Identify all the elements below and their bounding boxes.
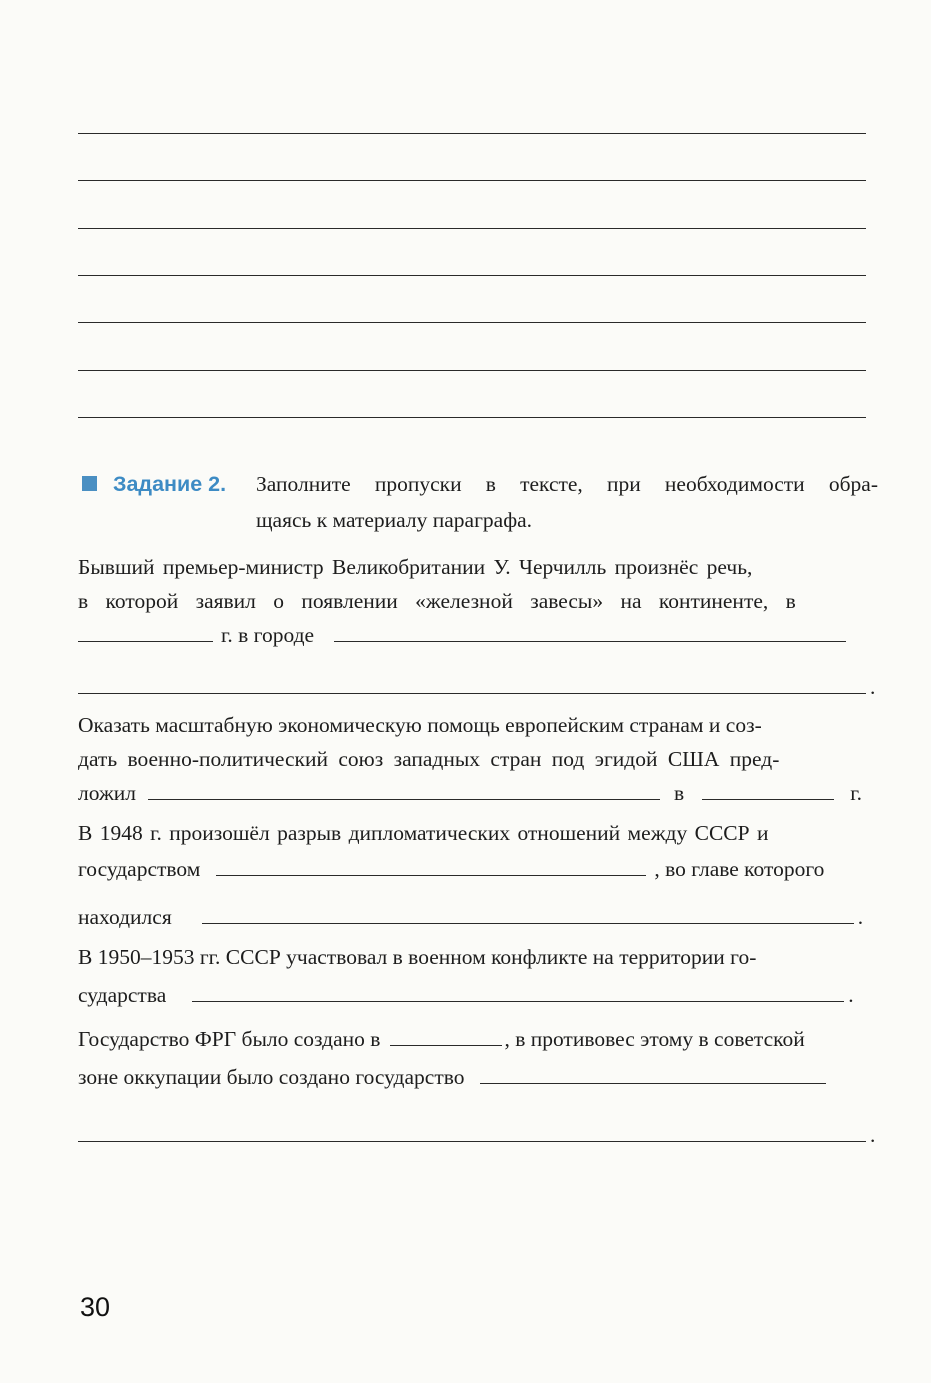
text-line	[78, 936, 878, 970]
square-bullet-icon	[82, 476, 97, 491]
text: зоне оккупации было создано государство	[78, 1065, 465, 1089]
state-blank[interactable]	[480, 1083, 826, 1084]
answer-line[interactable]	[78, 417, 866, 418]
state-blank-continued[interactable]	[78, 1141, 866, 1142]
text-line	[78, 812, 878, 846]
period: .	[870, 1123, 876, 1147]
leader-blank[interactable]	[202, 923, 854, 924]
text: ложил	[78, 781, 137, 805]
country-blank[interactable]	[216, 875, 646, 876]
person-blank[interactable]	[148, 799, 660, 800]
period: .	[857, 905, 864, 929]
text-line	[78, 848, 878, 882]
text-line	[78, 896, 878, 930]
text-line	[78, 1056, 878, 1090]
city-blank-continued[interactable]	[78, 693, 866, 694]
answer-line[interactable]	[78, 133, 866, 134]
text-line	[78, 666, 878, 700]
text: г.	[850, 781, 862, 805]
text-line	[78, 974, 878, 1008]
text: В 1950–1953 гг. СССР участвовал в военном конфликте на территории го-	[78, 945, 757, 969]
text: , в противовес этому в советской	[504, 1027, 805, 1051]
instruction-line-2: щаясь к материалу параграфа.	[256, 508, 533, 532]
text: Бывший премьер-министр Великобритании У. Черчилль произнёс речь,	[78, 555, 753, 579]
text-line	[78, 1018, 878, 1052]
text: государством	[78, 857, 201, 881]
text: дать военно-политический союз западных стран под эгидой США пред-	[78, 747, 780, 771]
period: .	[848, 983, 854, 1007]
period: .	[870, 675, 876, 699]
year-blank[interactable]	[78, 641, 213, 642]
text-line	[78, 1114, 878, 1148]
text: в которой заявил о появлении «железной завесы» на континенте, в	[78, 589, 796, 613]
city-blank[interactable]	[334, 641, 846, 642]
text-line	[78, 772, 878, 806]
state-blank[interactable]	[192, 1001, 844, 1002]
year-blank[interactable]	[702, 799, 834, 800]
text: Оказать масштабную экономическую помощь европейским странам и соз-	[78, 713, 762, 737]
task-label: Задание 2.	[113, 472, 227, 496]
answer-line[interactable]	[78, 370, 866, 371]
answer-line[interactable]	[78, 180, 866, 181]
text: В 1948 г. произошёл разрыв дипломатических отношений между СССР и	[78, 821, 769, 845]
text: находился	[78, 905, 172, 929]
text-line	[78, 704, 878, 738]
text-line	[78, 546, 878, 580]
answer-line[interactable]	[78, 228, 866, 229]
text: Государство ФРГ было создано в	[78, 1027, 381, 1051]
text: г. в городе	[221, 623, 315, 647]
text-line	[78, 738, 878, 772]
answer-line[interactable]	[78, 322, 866, 323]
text: сударства	[78, 983, 167, 1007]
text: , во главе которого	[654, 857, 825, 881]
text-line	[78, 580, 878, 614]
task-instruction	[256, 466, 878, 538]
answer-line[interactable]	[78, 275, 866, 276]
page-number: 30	[80, 1292, 111, 1322]
year-blank[interactable]	[390, 1045, 502, 1046]
text-line	[78, 614, 878, 648]
text: в	[674, 781, 685, 805]
instruction-line-1: Заполните пропуски в тексте, при необходимости обра-	[256, 472, 878, 496]
